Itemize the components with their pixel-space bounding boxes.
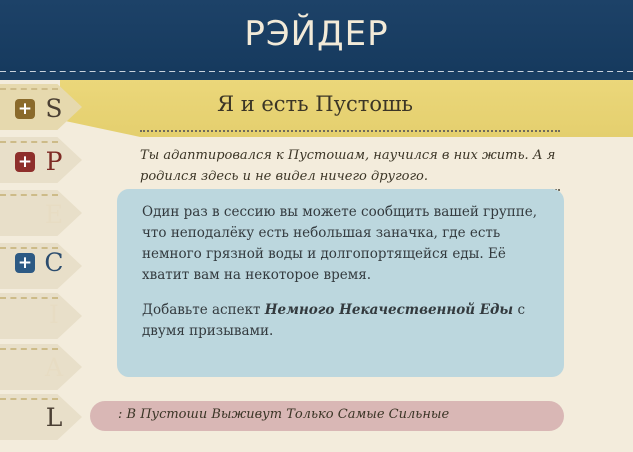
special-letter-c: C — [44, 248, 64, 277]
special-letter-s: S — [45, 94, 63, 123]
special-tab-a[interactable] — [0, 344, 82, 390]
plus-icon-s[interactable]: + — [15, 99, 35, 119]
plus-icon-c[interactable]: + — [15, 253, 35, 273]
trouble-text: : В Пустоши Выживут Только Самые Сильные — [118, 407, 450, 422]
tab-stitch — [0, 141, 58, 143]
special-tab-p[interactable] — [0, 137, 82, 183]
special-tab-e[interactable] — [0, 190, 82, 236]
special-tab-c[interactable] — [0, 243, 82, 289]
plus-icon-p[interactable]: + — [15, 152, 35, 172]
card-title: РЭЙДЕР — [244, 14, 389, 54]
special-tab-l[interactable] — [0, 394, 82, 440]
aspect-flavor-text: Ты адаптировался к Пустошам, научился в них жить. А я родился здесь и не видел ничего другого. — [140, 148, 556, 184]
description-2-prefix: Добавьте аспект — [142, 302, 265, 318]
special-letter-a: A — [44, 353, 64, 382]
tab-stitch — [0, 348, 58, 350]
tab-stitch — [0, 398, 58, 400]
dotted-divider-top — [140, 130, 560, 132]
header-bar — [0, 0, 633, 72]
special-letter-e: E — [44, 200, 64, 229]
description-2-suffix: с двумя призывами. — [142, 302, 526, 339]
description-paragraph-2 — [142, 300, 552, 342]
tab-stitch — [0, 194, 58, 196]
tab-stitch — [0, 297, 58, 299]
special-letter-p: P — [45, 147, 63, 176]
description-paragraph-1: Один раз в сессию вы можете сообщить вашей группе, что неподалёку есть небольшая заначка, где есть немного грязной воды и долгопортящейся еды. Её хватит вам на некоторое время. — [142, 204, 538, 283]
tab-stitch — [0, 88, 58, 90]
header-base-strip — [0, 72, 633, 80]
aspect-title: Я и есть Пустошь — [217, 92, 413, 116]
special-letter-l: L — [45, 403, 63, 432]
aspect-name-emphasis: Немного Некачественной Еды — [264, 302, 514, 318]
special-letter-i: I — [49, 300, 59, 329]
special-tab-i[interactable] — [0, 293, 82, 339]
